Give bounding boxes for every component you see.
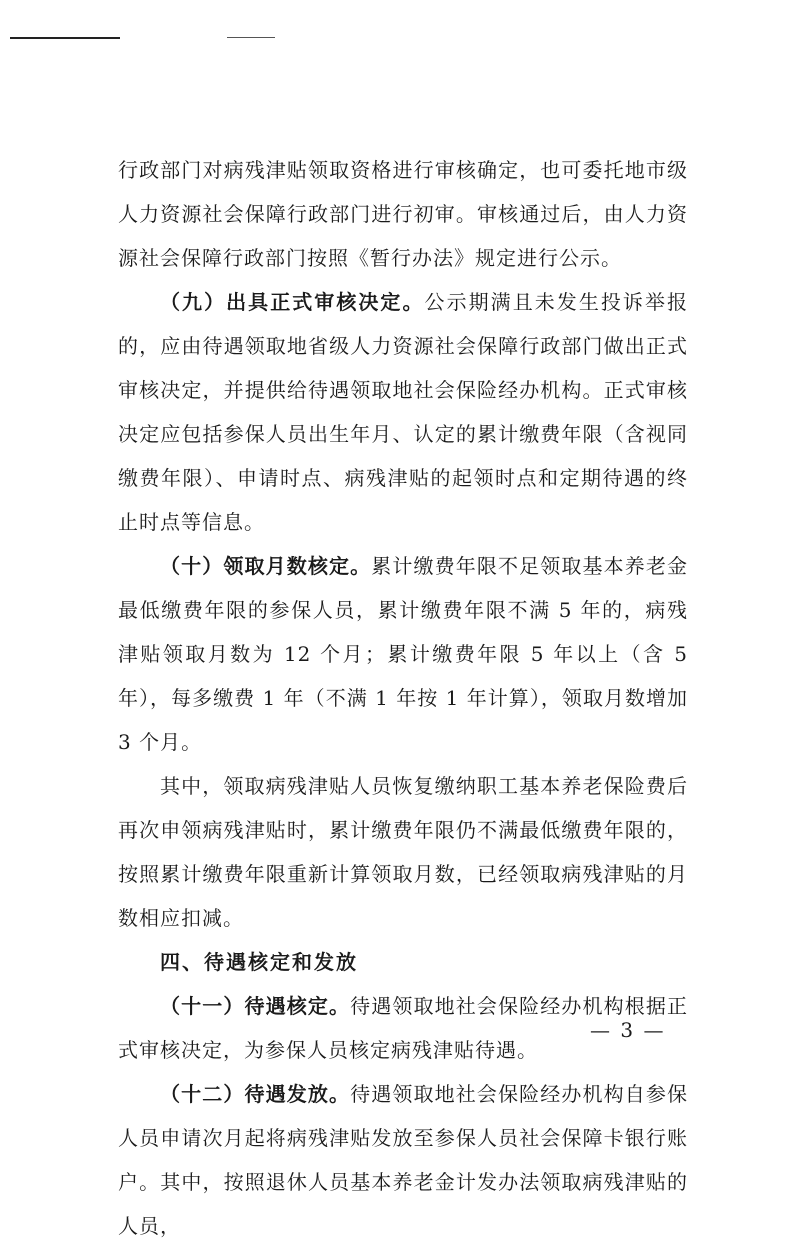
section-heading: 四、待遇核定和发放 — [160, 950, 358, 974]
header-rule-left — [10, 37, 120, 39]
header-rule-right — [227, 37, 275, 38]
paragraph-item-12 — [118, 1072, 688, 1248]
paragraph-item-9 — [118, 280, 688, 544]
item-heading: （十二）待遇发放。 — [160, 1082, 351, 1106]
paragraph-item-10 — [118, 544, 688, 764]
item-heading: （十）领取月数核定。 — [160, 554, 372, 578]
paragraph-text: 公示期满且未发生投诉举报的，应由待遇领取地省级人力资源社会保障行政部门做出正式审核决定，并提供给待遇领取地社会保险经办机构。正式审核决定应包括参保人员出生年月、认定的累计缴费年限（含视同缴费年限）、申请时点、病残津贴的起领时点和定期待遇的终止时点等信息。 — [118, 290, 689, 534]
page-number: — 3 — — [590, 1018, 666, 1042]
paragraph-text: 其中，领取病残津贴人员恢复缴纳职工基本养老保险费后再次申领病残津贴时，累计缴费年限仍不满最低缴费年限的，按照累计缴费年限重新计算领取月数，已经领取病残津贴的月数相应扣减。 — [118, 774, 688, 930]
document-body — [118, 148, 688, 1248]
paragraph-continuation — [118, 148, 688, 280]
item-heading: （十一）待遇核定。 — [160, 994, 351, 1018]
paragraph-text: 行政部门对病残津贴领取资格进行审核确定，也可委托地市级人力资源社会保障行政部门进行初审。审核通过后，由人力资源社会保障行政部门按照《暂行办法》规定进行公示。 — [118, 158, 688, 270]
paragraph-text: 待遇领取地社会保险经办机构根据正式审核决定，为参保人员核定病残津贴待遇。 — [118, 994, 688, 1062]
paragraph-text: 待遇领取地社会保险经办机构自参保人员申请次月起将病残津贴发放至参保人员社会保障卡银行账户。其中，按照退休人员基本养老金计发办法领取病残津贴的人员， — [118, 1082, 688, 1238]
item-heading: （九）出具正式审核决定。 — [160, 290, 425, 314]
paragraph-text: 累计缴费年限不足领取基本养老金最低缴费年限的参保人员，累计缴费年限不满 5 年的，病残津贴领取月数为 12 个月；累计缴费年限 5 年以上（含 5 年），每多缴费 1 年（不满 1 年按 1 年计算），领取月数增加 3 个月。 — [118, 554, 688, 754]
paragraph-item-10-note — [118, 764, 688, 940]
